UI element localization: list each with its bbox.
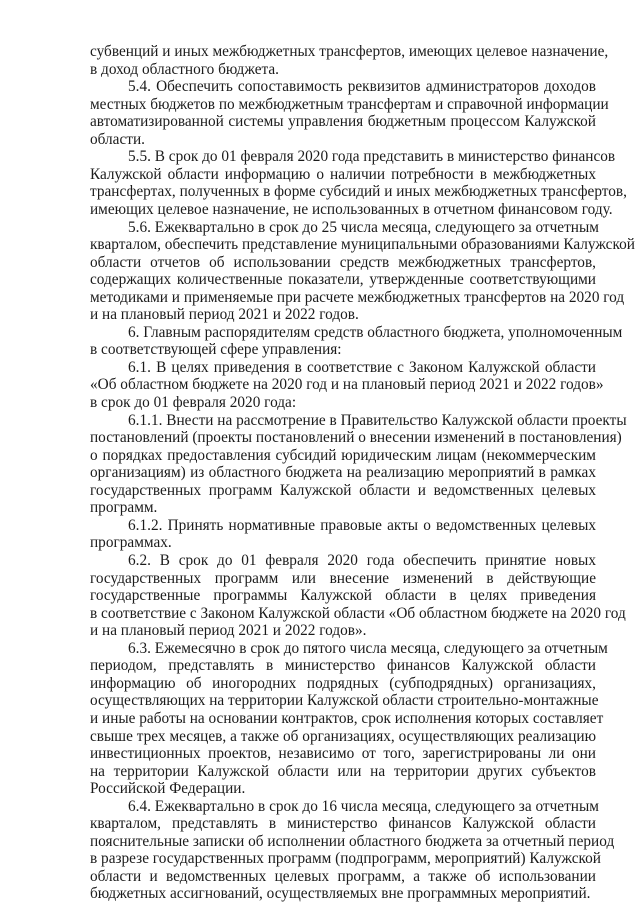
document-text-line: Российской Федерации. [90,780,246,798]
document-text-line: 5.5. В срок до 01 февраля 2020 года представить в министерство финансов [128,148,616,166]
document-text-line: субвенций и иных межбюджетных трансфертов, имеющих целевое назначение, [90,43,609,60]
document-text-line: трансфертах, полученных в форме субсидий и иных межбюджетных трансфертов, [90,183,627,201]
document-text-line: программах. [90,534,172,552]
document-text-line: 6.1.2. Принять нормативные правовые акты о ведомственных целевых [128,516,596,534]
document-text-line: пояснительные записки об исполнении областного бюджета за отчетный период [90,832,615,850]
document-text-line: государственные программы Калужской области в целях приведения [90,587,596,605]
document-text-line: 6.1.1. Внести на рассмотрение в Правительство Калужской области проекты [128,411,627,429]
document-text-line: государственных программ Калужской области и ведомственных целевых [90,481,596,499]
document-text-line: и на плановый период 2021 и 2022 годов». [90,622,367,640]
document-text-line: 6.1. В целях приведения в соответствие с Законом Калужской области [128,358,596,376]
document-text-line: имеющих целевое назначение, не использованных в отчетном финансовом году. [90,201,613,218]
document-text-line: 5.6. Ежеквартально в срок до 25 числа месяца, следующего за отчетным [128,218,599,236]
document-text-line: программ. [90,499,158,517]
document-text-line: области. [90,130,145,148]
document-text-line: информацию об иногородних подрядных (субподрядных) организациях, [90,674,596,692]
document-text-line: осуществляющих на территории Калужской области строительно-монтажные [90,692,599,710]
document-text-line: 6. Главным распорядителям средств областного бюджета, уполномоченным [128,323,623,341]
document-text-line: бюджетных ассигнований, осуществляемых вне программных мероприятий. [90,885,591,903]
document-text-line: в соответствующей сфере управления: [90,341,342,359]
document-text-line: «Об областном бюджете на 2020 год и на плановый период 2021 и 2022 годов» [90,376,604,394]
document-text-line: автоматизированной системы управления бюджетным процессом Калужской [90,113,596,131]
document-text-line: области отчетов об использовании средств межбюджетных трансфертов, [90,253,596,271]
document-text-line: постановлений (проекты постановлений о внесении изменений в постановления) [90,429,622,447]
document-text-line: методиками и применяемые при расчете межбюджетных трансфертов на 2020 год [90,288,625,306]
document-text-line: Калужской области информацию о наличии потребности в межбюджетных [90,165,596,183]
document-text-line: государственных программ или внесение изменений в действующие [90,569,596,587]
document-text-line: 6.2. В срок до 01 февраля 2020 года обеспечить принятие новых [128,552,596,569]
document-text-line: и иные работы на основании контрактов, срок исполнения которых составляет [90,709,604,727]
document-text-line: и на плановый период 2021 и 2022 годов. [90,306,359,324]
document-text-line: о порядках предоставления субсидий юридическим лицам (некоммерческим [90,446,596,464]
document-text-line: местных бюджетов по межбюджетным трансфертам и справочной информации [90,95,609,113]
document-text-line: в разрезе государственных программ (подпрограмм, мероприятий) Калужской [90,850,601,868]
document-text-line: инвестиционных проектов, независимо от того, зарегистрированы ли они [90,745,596,762]
document-text-line: периодом, представлять в министерство финансов Калужской области [90,657,596,675]
document-text-line: кварталом, представлять в министерство финансов Калужской области [90,815,596,833]
document-text-line: в соответствие с Законом Калужской области «Об областном бюджете на 2020 год [90,604,626,622]
document-text-line: в доход областного бюджета. [90,60,279,78]
document-text-line: 6.4. Ежеквартально в срок до 16 числа месяца, следующего за отчетным [128,797,599,815]
document-text-line: 5.4. Обеспечить сопоставимость реквизитов администраторов доходов [128,78,596,96]
document-text-line: свыше трех месяцев, а также об организациях, осуществляющих реализацию [90,727,596,745]
document-text-line: области и ведомственных целевых программ, а также об использовании [90,867,596,885]
document-text-line: 6.3. Ежемесячно в срок до пятого числа месяца, следующего за отчетным [128,639,608,657]
document-text-line: организациям) из областного бюджета на реализацию мероприятий в рамках [90,464,596,482]
document-text-line: кварталом, обеспечить представление муниципальными образованиями Калужской [90,236,635,254]
document-text-line: на территории Калужской области или на территории других субъектов [90,762,596,780]
document-text-line: содержащих количественные показатели, утвержденные соответствующими [90,271,596,289]
document-text-line: в срок до 01 февраля 2020 года: [90,394,297,411]
